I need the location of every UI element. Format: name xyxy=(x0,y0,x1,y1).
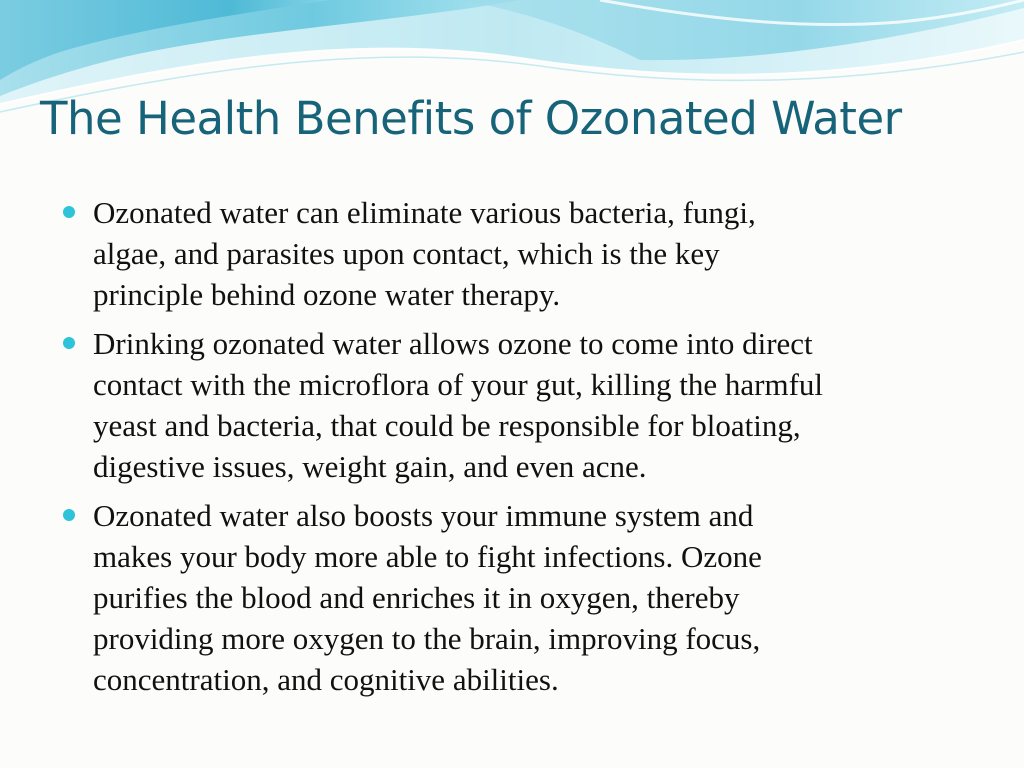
bullet-dot-icon xyxy=(63,509,75,521)
bullet-item xyxy=(60,495,960,700)
bullet-text-line: yeast and bacteria, that could be responsible for bloating, xyxy=(93,408,801,443)
bullet-text-line: providing more oxygen to the brain, improving focus, xyxy=(93,621,761,656)
bullet-item xyxy=(60,323,960,487)
slide-title: The Health Benefits of Ozonated Water xyxy=(40,92,902,145)
bullet-item xyxy=(60,192,960,315)
bullet-text-line: algae, and parasites upon contact, which is the key xyxy=(93,236,720,271)
bullet-text-line: principle behind ozone water therapy. xyxy=(93,277,561,312)
bullet-text-line: Ozonated water can eliminate various bacteria, fungi, xyxy=(93,195,756,230)
bullet-dot-icon xyxy=(63,337,75,349)
bullet-dot-icon xyxy=(63,206,75,218)
bullet-text-line: concentration, and cognitive abilities. xyxy=(93,662,559,697)
bullet-text-line: contact with the microflora of your gut, killing the harmful xyxy=(93,367,824,402)
bullet-text-line: digestive issues, weight gain, and even acne. xyxy=(93,449,647,484)
bullet-list xyxy=(60,192,960,708)
bullet-text-line: makes your body more able to fight infections. Ozone xyxy=(93,539,762,574)
bullet-text-line: Ozonated water also boosts your immune system and xyxy=(93,498,754,533)
bullet-text-line: Drinking ozonated water allows ozone to come into direct xyxy=(93,326,813,361)
bullet-text-line: purifies the blood and enriches it in oxygen, thereby xyxy=(93,580,740,615)
